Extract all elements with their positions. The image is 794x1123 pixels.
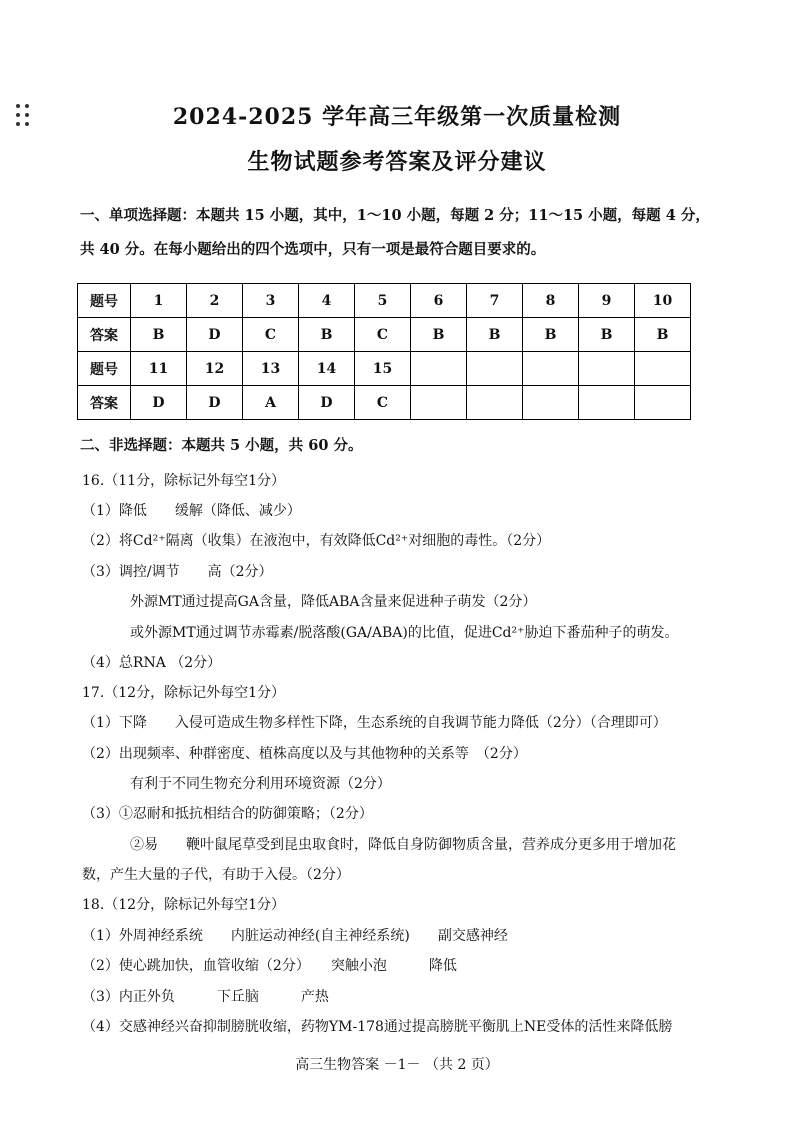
answer-cell: D bbox=[299, 386, 355, 420]
table-row bbox=[78, 318, 691, 352]
question-number-cell: 7 bbox=[467, 284, 523, 318]
empty-cell bbox=[467, 386, 523, 420]
q18-part1: （1）外周神经系统 内脏运动神经(自主神经系统) 副交感神经 bbox=[82, 928, 508, 944]
empty-cell bbox=[523, 386, 579, 420]
q17-part3-answer-line1: ②易 鞭叶鼠尾草受到昆虫取食时，降低自身防御物质含量，营养成分更多用于增加花 bbox=[130, 837, 676, 853]
question-number-cell: 11 bbox=[131, 352, 187, 386]
question-number-cell: 4 bbox=[299, 284, 355, 318]
question-number-cell: 13 bbox=[243, 352, 299, 386]
table-header-cell: 答案 bbox=[78, 318, 131, 352]
page-footer: 高三生物答案 －1－ （共 2 页） bbox=[295, 1057, 499, 1073]
q16-part3-answer-b: 或外源MT通过调节赤霉素/脱落酸(GA/ABA)的比值，促进Cd²⁺胁迫下番茄种子的萌发。 bbox=[130, 625, 679, 641]
answer-cell: C bbox=[355, 386, 411, 420]
empty-cell bbox=[635, 386, 691, 420]
question-number-cell: 3 bbox=[243, 284, 299, 318]
answer-cell: B bbox=[131, 318, 187, 352]
empty-cell bbox=[579, 386, 635, 420]
answer-cell: A bbox=[243, 386, 299, 420]
answer-cell: C bbox=[355, 318, 411, 352]
question-number-cell: 14 bbox=[299, 352, 355, 386]
table-row bbox=[78, 386, 691, 420]
table-row bbox=[78, 352, 691, 386]
answer-cell: D bbox=[131, 386, 187, 420]
question-number-cell: 1 bbox=[131, 284, 187, 318]
q17-part2-answer: 有利于不同生物充分利用环境资源（2分） bbox=[130, 776, 391, 792]
empty-cell bbox=[635, 352, 691, 386]
document-subtitle: 生物试题参考答案及评分建议 bbox=[247, 149, 547, 175]
empty-cell bbox=[579, 352, 635, 386]
question-number-cell: 10 bbox=[635, 284, 691, 318]
answer-cell: C bbox=[243, 318, 299, 352]
question-number-cell: 6 bbox=[411, 284, 467, 318]
q18-part3: （3）内正外负 下丘脑 产热 bbox=[82, 989, 329, 1005]
answer-cell: D bbox=[187, 386, 243, 420]
q17-part3: （3）①忍耐和抵抗相结合的防御策略；（2分） bbox=[82, 806, 373, 822]
section1-instructions-line2: 共 40 分。在每小题给出的四个选项中，只有一项是最符合题目要求的。 bbox=[80, 241, 546, 258]
answer-cell: B bbox=[579, 318, 635, 352]
table-header-cell: 题号 bbox=[78, 352, 131, 386]
question-number-cell: 15 bbox=[355, 352, 411, 386]
answer-cell: D bbox=[187, 318, 243, 352]
question-number-cell: 2 bbox=[187, 284, 243, 318]
q17-part1: （1）下降 入侵可造成生物多样性下降，生态系统的自我调节能力降低（2分）（合理即可） bbox=[82, 715, 667, 731]
answer-cell: B bbox=[411, 318, 467, 352]
answer-table bbox=[77, 283, 691, 420]
empty-cell bbox=[411, 352, 467, 386]
q16-part2: （2）将Cd²⁺隔离（收集）在液泡中，有效降低Cd²⁺对细胞的毒性。（2分） bbox=[82, 533, 551, 549]
q16-part3-answer-a: 外源MT通过提高GA含量，降低ABA含量来促进种子萌发（2分） bbox=[130, 594, 537, 610]
question-number-cell: 12 bbox=[187, 352, 243, 386]
answer-cell: B bbox=[299, 318, 355, 352]
q16-part1: （1）降低 缓解（降低、减少） bbox=[82, 503, 301, 519]
q16-part4: （4）总RNA （2分） bbox=[82, 655, 222, 671]
q17-heading: 17.（12分，除标记外每空1分） bbox=[82, 685, 285, 701]
q18-part2: （2）使心跳加快，血管收缩（2分） 突触小泡 降低 bbox=[82, 958, 457, 974]
empty-cell bbox=[411, 386, 467, 420]
question-number-cell: 8 bbox=[523, 284, 579, 318]
empty-cell bbox=[523, 352, 579, 386]
question-number-cell: 5 bbox=[355, 284, 411, 318]
empty-cell bbox=[467, 352, 523, 386]
answer-cell: B bbox=[635, 318, 691, 352]
section1-instructions-line1: 一、单项选择题：本题共 15 小题，其中，1～10 小题，每题 2 分；11～15 小题，每题 4 分， bbox=[80, 207, 710, 224]
q17-part2: （2）出现频率、种群密度、植株高度以及与其他物种的关系等 （2分） bbox=[82, 746, 527, 762]
answer-cell: B bbox=[523, 318, 579, 352]
question-number-cell: 9 bbox=[579, 284, 635, 318]
table-row bbox=[78, 284, 691, 318]
table-header-cell: 答案 bbox=[78, 386, 131, 420]
q18-part4: （4）交感神经兴奋抑制膀胱收缩，药物YM-178通过提高膀胱平衡肌上NE受体的活性来降低膀 bbox=[82, 1019, 673, 1035]
q16-part3: （3）调控/调节 高（2分） bbox=[82, 564, 273, 580]
document-title: 2024-2025 学年高三年级第一次质量检测 bbox=[172, 104, 622, 130]
q17-part3-answer-line2: 数，产生大量的子代，有助于入侵。（2分） bbox=[82, 867, 350, 883]
q16-heading: 16.（11分，除标记外每空1分） bbox=[82, 473, 285, 489]
q18-heading: 18.（12分，除标记外每空1分） bbox=[82, 897, 285, 913]
table-header-cell: 题号 bbox=[78, 284, 131, 318]
section2-heading: 二、非选择题：本题共 5 小题，共 60 分。 bbox=[80, 437, 363, 454]
answer-cell: B bbox=[467, 318, 523, 352]
